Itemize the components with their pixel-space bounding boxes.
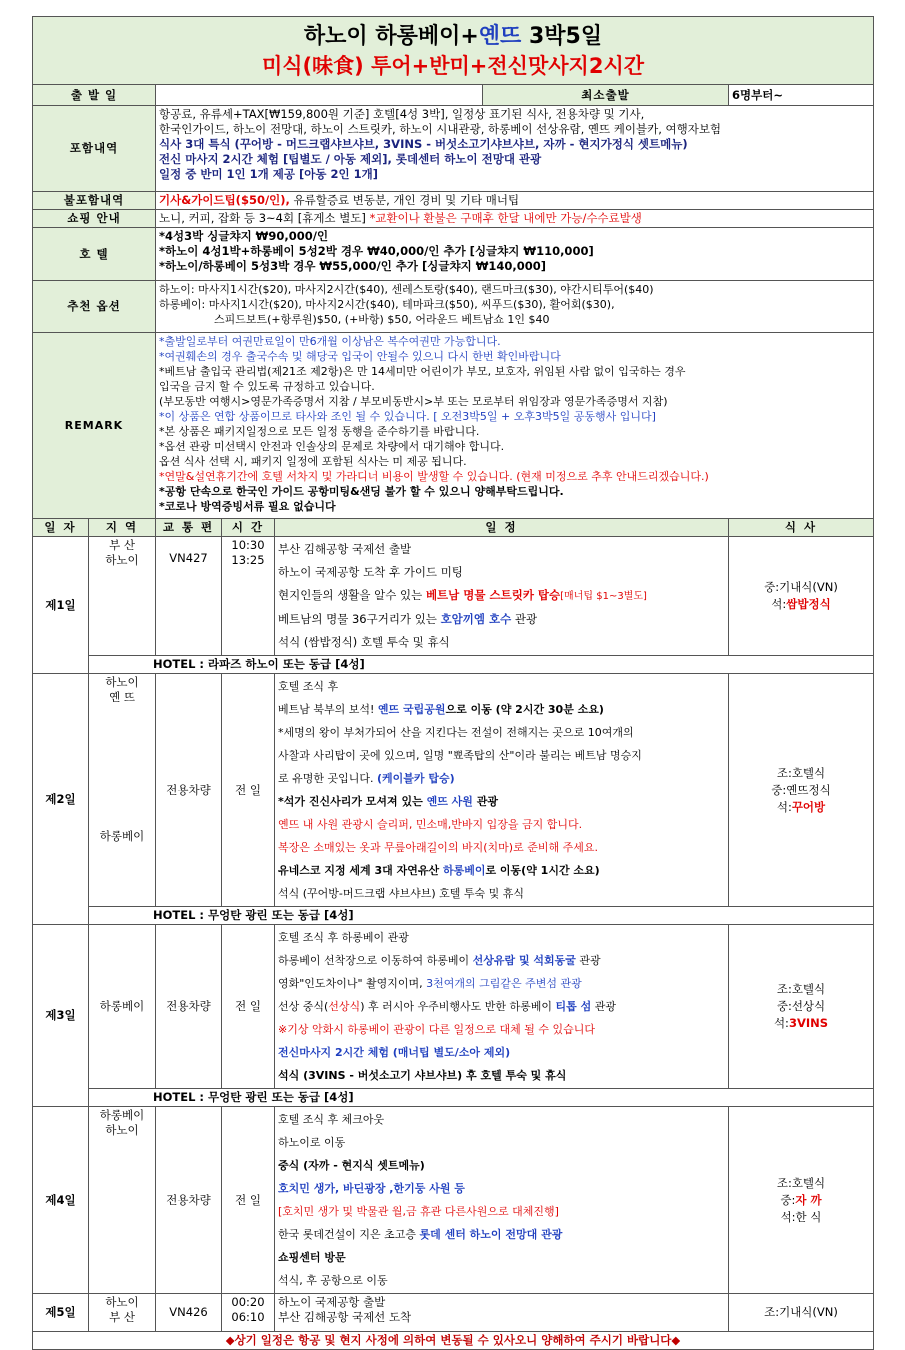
itinerary-line: 옌뜨 내 사원 관광시 슬리퍼, 민소매,반바지 입장을 금지 합니다.	[278, 818, 583, 831]
day-transport: VN427	[156, 537, 222, 656]
hotel-info	[156, 228, 874, 281]
hotel-line: *4성3박 싱글챠지 ₩90,000/인	[159, 229, 329, 243]
option-list	[156, 281, 874, 333]
meal-breakfast: 조:호텔식	[776, 982, 826, 996]
meal-lunch: 중:옌뜨정식	[771, 782, 831, 797]
hotel-line: *하노이/하롱베이 5성3박 경우 ₩55,000/인 추가 [싱글챠지 ₩140,000]	[159, 259, 547, 273]
min-participants-value: 6명부터~	[729, 85, 874, 106]
itinerary-line: 현지인들의 생활을 알수 있는 베트남 명물 스트릿카 탑승[매너팁 $1~3별도]	[278, 588, 647, 602]
itinerary-line: 석식 (꾸어방-머드크랩 샤브샤브) 호텔 투숙 및 휴식	[278, 887, 525, 900]
day-label: 제4일	[33, 1107, 89, 1294]
itinerary-line: 영화"인도차이나" 촬영지이며, 3천여개의 그림같은 주변섬 관광	[278, 977, 582, 990]
remark-line: *이 상품은 연합 상품이므로 타사와 조인 될 수 있습니다. [ 오전3박5일 + 오후3박5일 공동행사 입니다]	[159, 410, 656, 423]
itinerary-line: 부산 김해공항 국제선 도착	[278, 1310, 412, 1324]
itinerary-line: 베트남 북부의 보석! 옌뜨 국립공원으로 이동 (약 2시간 30분 소요)	[278, 703, 604, 716]
included-label: 포함내역	[33, 106, 156, 192]
itinerary-line: 호치민 생가, 바딘광장 ,한기둥 사원 등	[278, 1182, 465, 1195]
day-time: 전 일	[222, 674, 275, 907]
remark-line: *본 상품은 패키지일정으로 모든 일정 동행을 준수하기를 바랍니다.	[159, 425, 480, 438]
included-line: 한국인가이드, 하노이 전망대, 하노이 스트릿카, 하노이 시내관광, 하롱베이 선상유람, 옌뜨 케이블카, 여행자보험	[159, 122, 722, 136]
meal-dinner: 석:한 식	[780, 1209, 822, 1224]
min-participants-label: 최소출발	[483, 85, 729, 106]
remark-label: REMARK	[33, 333, 156, 519]
remark-line: (부모동반 여행시>영문가족증명서 지참 / 부모비동반시>부 또는 모로부터 위임장과 영문가족증명서 지참)	[159, 395, 668, 408]
itinerary-line: 하롱베이 선착장으로 이동하여 하롱베이 선상유람 및 석회동굴 관광	[278, 954, 601, 967]
day-label: 제1일	[33, 537, 89, 674]
day-time: 10:30 13:25	[222, 537, 275, 656]
itinerary-line: 호텔 조식 후 체크아웃	[278, 1113, 385, 1126]
meal-dinner: 석:쌈밥정식	[771, 597, 831, 611]
title-line2: 미식(味食) 투어+반미+전신맛사지2시간	[261, 53, 645, 78]
itinerary-line: 석식 (3VINS - 버섯소고기 샤브샤브) 후 호텔 투숙 및 휴식	[278, 1069, 567, 1082]
itinerary-line: 부산 김해공항 국제선 출발	[278, 542, 412, 556]
day-itinerary	[275, 674, 729, 907]
included-line: 항공료, 유류세+TAX[₩159,800원 기준] 호텔[4성 3박], 일정상 표기된 식사, 전용차량 및 기사,	[159, 107, 645, 121]
day-label: 제3일	[33, 925, 89, 1107]
day-meals	[729, 674, 874, 907]
option-line: 스피드보트(+항루원)$50, (+바항) $50, 어라운드 베트남쇼 1인 $40	[214, 313, 550, 326]
col-itinerary-header: 일 정	[275, 519, 729, 537]
hotel-line: *하노이 4성1박+하롱베이 5성2박 경우 ₩40,000/인 추가 [싱글챠지 ₩110,000]	[159, 244, 594, 258]
itinerary-line: 유네스코 지정 세계 3대 자연유산 하롱베이로 이동(약 1시간 소요)	[278, 864, 600, 877]
day-hotel: HOTEL : 무엉탄 광린 또는 동급 [4성]	[89, 907, 874, 925]
day-hotel: HOTEL : 라파즈 하노이 또는 동급 [4성]	[89, 656, 874, 674]
itinerary-table	[32, 16, 874, 1350]
option-line: 하노이: 마사지1시간($20), 마사지2시간($40), 센레스토랑($40), 랜드마크($30), 야간시티투어($40)	[159, 283, 654, 296]
included-list	[156, 106, 874, 192]
remark-list	[156, 333, 874, 519]
itinerary-line: *석가 진신사리가 모셔져 있는 옌뜨 사원 관광	[278, 795, 499, 808]
day-itinerary	[275, 1107, 729, 1294]
itinerary-line: ※기상 악화시 하롱베이 관광이 다른 일정으로 대체 될 수 있습니다	[278, 1023, 595, 1036]
col-region-header: 지 역	[89, 519, 156, 537]
remark-line: 옵션 식사 선택 시, 패키지 일정에 포함된 식사는 미 제공 됩니다.	[159, 455, 467, 468]
day-transport: VN426	[156, 1294, 222, 1332]
itinerary-line: 베트남의 명물 36구거리가 있는 호암끼엠 호수 관광	[278, 612, 538, 626]
day-region: 하롱베이	[89, 925, 156, 1089]
excluded-label: 불포함내역	[33, 192, 156, 210]
itinerary-line: 로 유명한 곳입니다. (케이블카 탑승)	[278, 772, 455, 785]
itinerary-line: 하노이 국제공항 출발	[278, 1295, 386, 1309]
day-meals	[729, 1294, 874, 1332]
day-itinerary	[275, 537, 729, 656]
departure-label: 출 발 일	[33, 85, 156, 106]
col-transport-header: 교 통 편	[156, 519, 222, 537]
itinerary-line: 석식, 후 공항으로 이동	[278, 1274, 388, 1287]
col-day-header: 일 자	[33, 519, 89, 537]
day-time: 전 일	[222, 925, 275, 1089]
remark-line: *공항 단속으로 한국인 가이드 공항미팅&샌딩 불가 할 수 있으니 양해부탁드립니다.	[159, 485, 564, 498]
day-transport: 전용차량	[156, 925, 222, 1089]
day-region: 하노이 부 산	[89, 1294, 156, 1332]
remark-line: *베트남 출입국 관리법(제21조 제2항)은 만 14세미만 어린이가 부모, 보호자, 위임된 사람 없이 입국하는 경우	[159, 365, 686, 378]
day-time: 전 일	[222, 1107, 275, 1294]
day-time: 00:20 06:10	[222, 1294, 275, 1332]
remark-line: 입국을 금지 할 수 있도록 규정하고 있습니다.	[159, 380, 375, 393]
itinerary-line: 복장은 소매있는 옷과 무릎아래길이의 바지(치마)로 준비해 주세요.	[278, 841, 598, 854]
shopping-label: 쇼핑 안내	[33, 210, 156, 228]
itinerary-line: 전신마사지 2시간 체험 (매너팁 별도/소아 제외)	[278, 1046, 511, 1059]
title-line1: 하노이 하롱베이+옌뜨 3박5일	[303, 23, 603, 49]
itinerary-line: 하노이로 이동	[278, 1136, 346, 1149]
itinerary-line: 선상 중식(선상식) 후 러시아 우주비행사도 반한 하롱베이 티톱 섬 관광	[278, 1000, 616, 1013]
departure-value	[156, 85, 483, 106]
included-line: 일정 중 반미 1인 1개 제공 [아동 2인 1개]	[159, 167, 378, 181]
day-meals	[729, 925, 874, 1089]
day-meals	[729, 537, 874, 656]
footer-notice: ◆상기 일정은 항공 및 현지 사정에 의하여 변동될 수 있사오니 양해하여 주시기 바랍니다◆	[33, 1332, 874, 1350]
meal-dinner: 석:꾸어방	[776, 799, 826, 814]
hotel-label: 호 텔	[33, 228, 156, 281]
meal-breakfast: 조:호텔식	[776, 765, 826, 780]
meal-lunch: 중:자 까	[780, 1192, 822, 1207]
option-line: 하롱베이: 마사지1시간($20), 마사지2시간($40), 테마파크($50), 씨푸드($30), 활어회($30),	[159, 298, 615, 311]
itinerary-line: 사찰과 사리탑이 곳에 있으며, 일명 "뾰족탑의 산"이라 불리는 베트남 명승지	[278, 749, 642, 762]
remark-line: *연말&설연휴기간에 호텔 서차지 및 가라디너 비용이 발생할 수 있습니다. (현재 미정으로 추후 안내드리겠습니다.)	[159, 470, 709, 483]
itinerary-line: 호텔 조식 후	[278, 680, 339, 693]
itinerary-line: 쇼핑센터 방문	[278, 1251, 346, 1264]
remark-line: *출발일로부터 여권만료일이 만6개월 이상남은 복수여권만 가능합니다.	[159, 335, 501, 348]
meal-breakfast: 조:기내식(VN)	[764, 1305, 838, 1319]
day-itinerary	[275, 1294, 729, 1332]
title-block	[33, 17, 874, 85]
day-label: 제2일	[33, 674, 89, 925]
itinerary-line: 중식 (자까 - 현지식 셋트메뉴)	[278, 1159, 425, 1172]
itinerary-line: 석식 (쌈밥정식) 호텔 투숙 및 휴식	[278, 635, 450, 649]
col-time-header: 시 간	[222, 519, 275, 537]
day-hotel: HOTEL : 무엉탄 광린 또는 동급 [4성]	[89, 1089, 874, 1107]
option-label: 추천 옵션	[33, 281, 156, 333]
day-itinerary	[275, 925, 729, 1089]
excluded-value: 기사&가이드팁($50/인), 유류할증료 변동분, 개인 경비 및 기타 매너팁	[156, 192, 874, 210]
itinerary-document	[32, 16, 873, 1350]
included-line: 전신 마사지 2시간 체험 [팁별도 / 아동 제외], 롯데센터 하노이 전망대 관광	[159, 152, 542, 166]
day-region: 하노이 옌 뜨 하롱베이	[89, 674, 156, 907]
meal-lunch: 중:선상식	[776, 999, 826, 1013]
itinerary-line: [호치민 생가 및 박물관 월,금 휴관 다른사원으로 대체진행]	[278, 1205, 559, 1218]
col-meal-header: 식 사	[729, 519, 874, 537]
itinerary-line: *세명의 왕이 부처가되어 산을 지킨다는 전설이 전해지는 곳으로 10여개의	[278, 726, 634, 739]
itinerary-line: 하노이 국제공항 도착 후 가이드 미팅	[278, 565, 463, 579]
meal-dinner: 석:3VINS	[773, 1016, 829, 1030]
remark-line: *여권훼손의 경우 출국수속 및 해당국 입국이 안될수 있으니 다시 한번 확인바랍니다	[159, 350, 561, 363]
itinerary-line: 호텔 조식 후 하롱베이 관광	[278, 931, 409, 944]
itinerary-line: 한국 롯데건설이 지은 초고층 롯데 센터 하노이 전망대 관광	[278, 1228, 563, 1241]
day-transport: 전용차량	[156, 674, 222, 907]
day-meals	[729, 1107, 874, 1294]
shopping-value: 노니, 커피, 잡화 등 3~4회 [휴게소 별도] *교환이나 환불은 구매후 한달 내에만 가능/수수료발생	[156, 210, 874, 228]
meal-lunch: 중:기내식(VN)	[764, 580, 838, 594]
day-transport: 전용차량	[156, 1107, 222, 1294]
included-line: 식사 3대 특식 (꾸어방 - 머드크랩샤브샤브, 3VINS - 버섯소고기샤브샤브, 자까 - 현지가정식 셋트메뉴)	[159, 137, 688, 151]
remark-line: *코로나 방역증빙서류 필요 없습니다	[159, 500, 336, 513]
remark-line: *옵션 관광 미선택시 안전과 인솔상의 문제로 차량에서 대기해야 합니다.	[159, 440, 505, 453]
meal-breakfast: 조:호텔식	[776, 1175, 826, 1190]
day-region: 부 산 하노이	[89, 537, 156, 656]
day-region: 하롱베이 하노이	[89, 1107, 156, 1294]
day-label: 제5일	[33, 1294, 89, 1332]
